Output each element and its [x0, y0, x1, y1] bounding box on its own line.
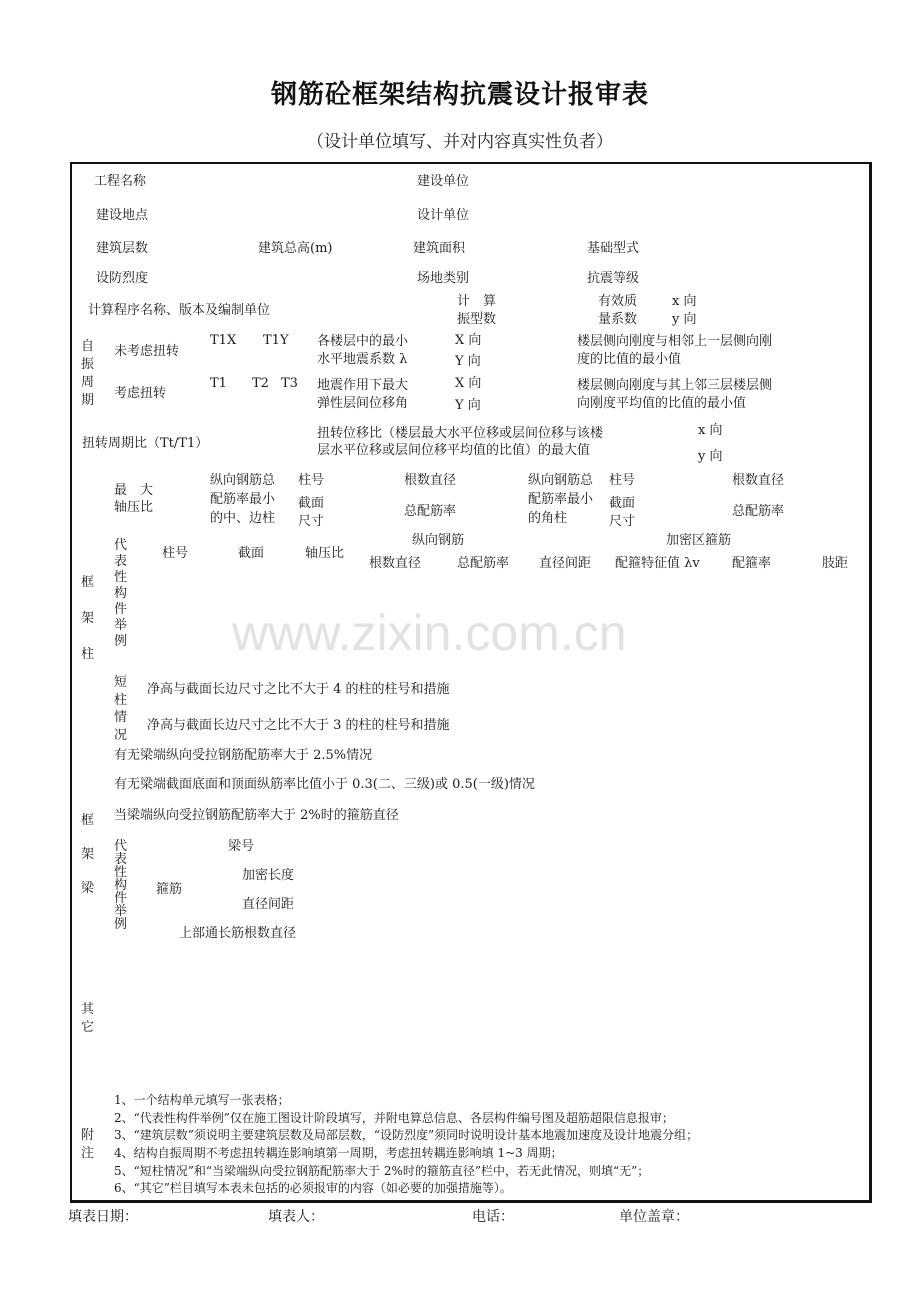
notes-label: 附注	[81, 1128, 95, 1161]
note-item: 6、“其它”栏目填写本表未包括的必须报审的内容（如必要的加强措施等）。	[114, 1181, 512, 1195]
floors-label[interactable]: 建筑层数	[96, 241, 149, 256]
mass-label-2: 量系数	[598, 312, 638, 327]
total-height-label[interactable]: 建筑总高(m)	[258, 241, 333, 256]
t1y-field[interactable]: T1Y	[263, 333, 289, 348]
min-mid-label-3: 的中、边柱	[210, 511, 276, 526]
mid-bar-count-field[interactable]: 根数直径	[404, 473, 457, 488]
watermark: www.zixin.com.cn	[232, 605, 627, 661]
corner-bar-count-field[interactable]: 根数直径	[732, 473, 785, 488]
stiffness-ratio-1-line2: 度的比值的最小值	[577, 352, 682, 367]
no-torsion-label: 未考虑扭转	[114, 344, 180, 359]
drift-y-field[interactable]: Y 向	[455, 398, 481, 413]
beam-no-field[interactable]: 梁号	[228, 839, 255, 854]
project-name-label[interactable]: 工程名称	[94, 174, 147, 189]
period-group-label: 自振周期	[81, 339, 95, 408]
stiffness-ratio-2-line2: 向刚度平均值的比值的最小值	[577, 396, 747, 411]
designer-label[interactable]: 设计单位	[417, 208, 470, 223]
note-item: 5、“短柱情况”和“当梁端纵向受拉钢筋配筋率大于 2%时的箍筋直径”栏中，若无此情况，则填“无”；	[114, 1164, 650, 1178]
max-axial-label-1: 最 大	[114, 483, 154, 498]
mid-col-no-field[interactable]: 柱号	[298, 473, 325, 488]
hdr-long-bar: 纵向钢筋	[412, 533, 465, 548]
beam-q1-field[interactable]: 有无梁端纵向受拉钢筋配筋率大于 2.5%情况	[114, 748, 373, 763]
filler-label[interactable]: 填表人：	[268, 1209, 324, 1225]
disp-ratio-y-field[interactable]: y 向	[698, 449, 723, 464]
min-coef-y-field[interactable]: Y 向	[455, 354, 481, 369]
hdr-dia-spacing: 直径间距	[539, 556, 592, 571]
min-coef-label-1: 各楼层中的最小	[317, 334, 409, 349]
t2-field[interactable]: T2	[252, 376, 269, 391]
min-coef-label-2: 水平地震系数 λ	[317, 352, 408, 367]
column-group-label: 框架柱	[81, 575, 95, 662]
mass-x-field[interactable]: x 向	[672, 294, 697, 309]
beam-group-label: 框架梁	[81, 813, 95, 896]
other-field[interactable]	[110, 990, 860, 1050]
min-mid-label-1: 纵向钢筋总	[210, 473, 276, 488]
site-label[interactable]: 建设地点	[96, 208, 149, 223]
hdr-bar-count: 根数直径	[369, 556, 422, 571]
seismic-grade-label[interactable]: 抗震等级	[587, 271, 640, 286]
beam-rep-label: 代表性构件举例	[114, 839, 128, 932]
hdr-leg-spacing: 肢距	[822, 556, 849, 571]
torsion-label: 考虑扭转	[114, 386, 167, 401]
t1x-field[interactable]: T1X	[210, 333, 237, 348]
hdr-lambda-v: 配箍特征值 λv	[615, 556, 700, 571]
note-item: 2、“代表性构件举例”仅在施工图设计阶段填写，并附电算总信息、各层构件编号图及超筋超限信息报审；	[114, 1111, 674, 1125]
other-label: 其它	[81, 1002, 95, 1035]
corner-section-label-1[interactable]: 截面	[609, 496, 636, 511]
note-item: 1、一个结构单元填写一张表格；	[114, 1093, 290, 1107]
modes-label-1: 计 算	[457, 294, 497, 309]
page-subtitle: （设计单位填写、并对内容真实性负者）	[307, 132, 613, 152]
note-item: 4、结构自振周期不考虑扭转耦连影响填第一周期，考虑扭转耦连影响填 1~3 周期；	[114, 1146, 563, 1160]
short-column-4-field[interactable]: 净高与截面长边尺寸之比不大于 4 的柱的柱号和措施	[147, 682, 450, 697]
drift-x-field[interactable]: X 向	[455, 376, 482, 391]
period-ratio-label[interactable]: 扭转周期比（Tt/T1）	[82, 436, 209, 451]
mass-label-1: 有效质	[598, 294, 638, 309]
short-column-label: 短柱情况	[114, 675, 128, 743]
mass-y-field[interactable]: y 向	[672, 312, 697, 327]
phone-label[interactable]: 电话：	[472, 1209, 514, 1225]
fill-date-label[interactable]: 填表日期：	[68, 1209, 138, 1225]
seal-label[interactable]: 单位盖章：	[619, 1209, 689, 1225]
hdr-total-ratio: 总配筋率	[457, 556, 510, 571]
drift-label-1: 地震作用下最大	[317, 378, 409, 393]
mid-section-label-1[interactable]: 截面	[298, 496, 325, 511]
modes-label-2: 振型数	[457, 312, 497, 327]
hdr-col-no: 柱号	[162, 546, 189, 561]
t3-field[interactable]: T3	[281, 376, 298, 391]
disp-ratio-x-field[interactable]: x 向	[698, 423, 723, 438]
stiffness-ratio-1-line1: 楼层侧向刚度与相邻上一层侧向刚	[577, 334, 773, 349]
column-rep-label: 代表性构件举例	[114, 538, 128, 649]
drift-label-2: 弹性层间位移角	[317, 396, 409, 411]
foundation-label[interactable]: 基础型式	[587, 241, 640, 256]
beam-dia-spacing-field[interactable]: 直径间距	[242, 897, 295, 912]
min-corner-label-1: 纵向钢筋总	[528, 473, 594, 488]
area-label[interactable]: 建筑面积	[413, 241, 466, 256]
mid-total-ratio-field[interactable]: 总配筋率	[404, 504, 457, 519]
disp-ratio-line1: 扭转位移比（楼层最大水平位移或层间位移与该楼	[317, 426, 604, 441]
disp-ratio-line2: 层水平位移或层间位移平均值的比值）的最大值	[317, 443, 591, 458]
t1-field[interactable]: T1	[210, 376, 227, 391]
corner-section-label-2: 尺寸	[609, 514, 636, 529]
corner-total-ratio-field[interactable]: 总配筋率	[732, 504, 785, 519]
intensity-label[interactable]: 设防烈度	[96, 271, 149, 286]
corner-col-no-field[interactable]: 柱号	[609, 473, 636, 488]
max-axial-label-2: 轴压比	[114, 500, 154, 515]
min-mid-label-2: 配筋率最小	[210, 492, 276, 507]
beam-q3-field[interactable]: 当梁端纵向受拉钢筋配筋率大于 2%时的箍筋直径	[114, 808, 399, 823]
stiffness-ratio-2-line1: 楼层侧向刚度与其上邻三层楼层侧	[577, 378, 773, 393]
hdr-section: 截面	[238, 546, 265, 561]
short-column-3-field[interactable]: 净高与截面长边尺寸之比不大于 3 的柱的柱号和措施	[147, 718, 450, 733]
hdr-stirrup-ratio: 配箍率	[732, 556, 772, 571]
min-corner-label-2: 配筋率最小	[528, 492, 594, 507]
min-corner-label-3: 的角柱	[528, 511, 568, 526]
hdr-axial: 轴压比	[305, 546, 345, 561]
min-coef-x-field[interactable]: X 向	[455, 333, 482, 348]
hdr-stirrup: 加密区箍筋	[666, 533, 732, 548]
note-item: 3、“建筑层数”须说明主要建筑层数及局部层数，“设防烈度”须同时说明设计基本地震加速度及设计地震分组；	[114, 1128, 699, 1142]
builder-label[interactable]: 建设单位	[417, 174, 470, 189]
site-class-label[interactable]: 场地类别	[417, 271, 470, 286]
beam-q2-field[interactable]: 有无梁端截面底面和顶面纵筋率比值小于 0.3(二、三级)或 0.5(一级)情况	[114, 777, 535, 792]
program-label[interactable]: 计算程序名称、版本及编制单位	[88, 303, 271, 318]
beam-stirrup-label: 箍筋	[156, 882, 183, 897]
beam-top-bars-field[interactable]: 上部通长筋根数直径	[179, 926, 297, 941]
page-title: 钢筋砼框架结构抗震设计报审表	[270, 80, 649, 110]
mid-section-label-2: 尺寸	[298, 514, 325, 529]
beam-dense-length-field[interactable]: 加密长度	[242, 868, 295, 883]
